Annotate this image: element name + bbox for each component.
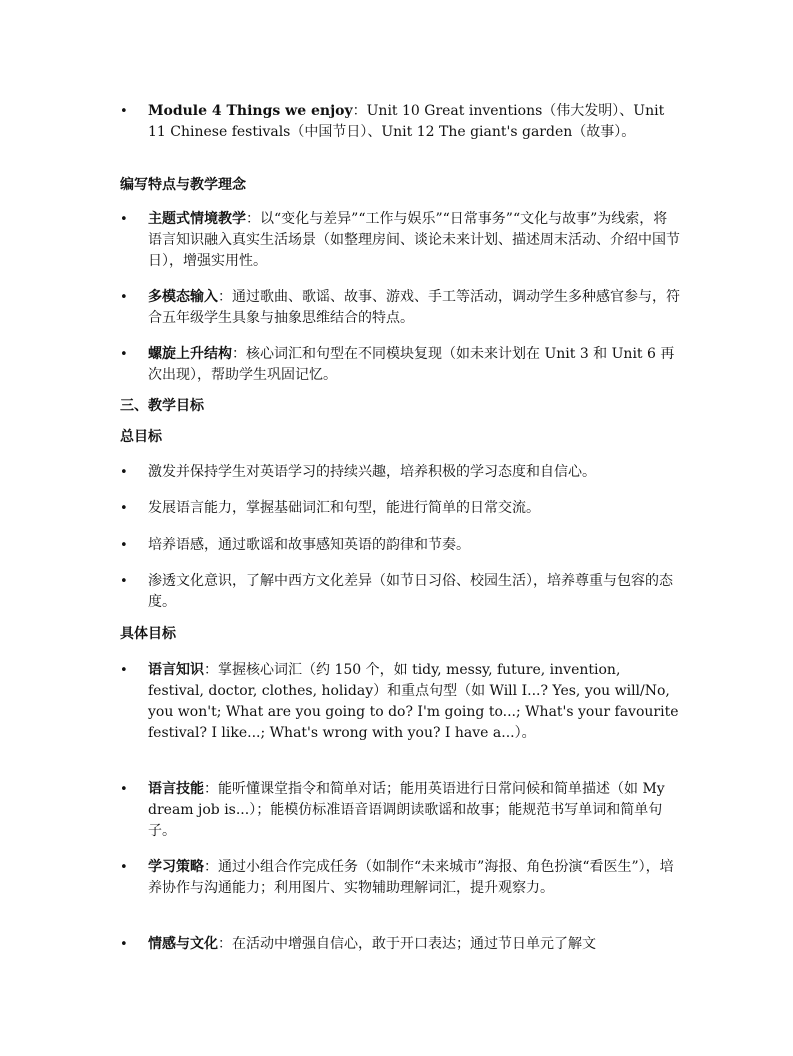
list-item-overall-4 — [120, 571, 680, 613]
feature-lead: 螺旋上升结构 — [148, 346, 232, 362]
feature-lead: 主题式情境教学 — [148, 211, 246, 227]
bullet-icon: • — [120, 782, 128, 797]
bullet-icon: • — [120, 860, 128, 875]
list-item-overall-1 — [120, 462, 680, 483]
list-item-specific-3 — [120, 857, 680, 899]
bullet-icon: • — [120, 212, 128, 227]
feature-body: ：核心词汇和句型在不同模块复现（如未来计划在 Unit 3 和 Unit 6 再次出现），帮助学生巩固记忆。 — [148, 346, 675, 383]
bullet-icon: • — [120, 663, 128, 678]
overall-goal-text: 培养语感，通过歌谣和故事感知英语的韵律和节奏。 — [148, 537, 470, 553]
list-item-feature-2 — [120, 287, 680, 329]
overall-goal-text: 激发并保持学生对英语学习的持续兴趣，培养积极的学习态度和自信心。 — [148, 464, 596, 480]
heading-specific-goals: 具体目标 — [120, 626, 176, 642]
heading-goals: 三、教学目标 — [120, 398, 204, 414]
specific-body: ：在活动中增强自信心，敢于开口表达；通过节日单元了解文 — [218, 936, 596, 952]
bullet-icon: • — [120, 538, 128, 553]
feature-body: ：以“变化与差异”“工作与娱乐”“日常事务”“文化与故事”为线索，将语言知识融入真实生活场景（如整理房间、谈论未来计划、描述周末活动、介绍中国节日），增强实用性。 — [148, 211, 680, 269]
specific-lead: 语言技能 — [148, 781, 204, 797]
list-item-overall-2 — [120, 498, 680, 519]
specific-lead: 学习策略 — [148, 859, 204, 875]
specific-body: ：通过小组合作完成任务（如制作“未来城市”海报、角色扮演“看医生”），培养协作与沟通能力；利用图片、实物辅助理解词汇，提升观察力。 — [148, 859, 674, 896]
overall-goal-text: 渗透文化意识，了解中西方文化差异（如节日习俗、校园生活），培养尊重与包容的态度。 — [148, 573, 673, 610]
specific-lead: 语言知识 — [148, 662, 204, 678]
overall-goal-text: 发展语言能力，掌握基础词汇和句型，能进行简单的日常交流。 — [148, 500, 540, 516]
bullet-icon: • — [120, 465, 128, 480]
bullet-icon: • — [120, 347, 128, 362]
bullet-icon: • — [120, 104, 128, 119]
module4-body: ：Unit 10 Great inventions（伟大发明）、Unit 11 Chinese festivals（中国节日）、Unit 12 The giant's garden（故事）。 — [148, 103, 665, 140]
specific-lead: 情感与文化 — [148, 936, 218, 952]
feature-body: ：通过歌曲、歌谣、故事、游戏、手工等活动，调动学生多种感官参与，符合五年级学生具象与抽象思维结合的特点。 — [148, 289, 680, 326]
list-item-module4 — [120, 101, 680, 143]
list-item-specific-1 — [120, 660, 680, 744]
list-item-feature-1 — [120, 209, 680, 272]
bullet-icon: • — [120, 290, 128, 305]
list-item-specific-2 — [120, 779, 680, 842]
list-item-overall-3 — [120, 535, 680, 556]
module4-title: Module 4 Things we enjoy — [148, 103, 353, 119]
specific-body: ：掌握核心词汇（约 150 个，如 tidy, messy, future, invention, festival, doctor, clothes, holiday）和重点句型（如 Will I...? Yes, you will/No, you won't; What are you going to do? I'm going to...; What's your favourite festival? I like...; What's wrong with you? I have a...）。 — [148, 662, 679, 741]
list-item-specific-4 — [120, 934, 680, 955]
list-item-feature-3 — [120, 344, 680, 386]
heading-overall-goals: 总目标 — [120, 429, 162, 445]
heading-features: 编写特点与教学理念 — [120, 177, 246, 193]
bullet-icon: • — [120, 501, 128, 516]
specific-body: ：能听懂课堂指令和简单对话；能用英语进行日常问候和简单描述（如 My dream job is...）；能模仿标准语音语调朗读歌谣和故事；能规范书写单词和简单句子。 — [148, 781, 665, 839]
bullet-icon: • — [120, 574, 128, 589]
bullet-icon: • — [120, 937, 128, 952]
feature-lead: 多模态输入 — [148, 289, 218, 305]
